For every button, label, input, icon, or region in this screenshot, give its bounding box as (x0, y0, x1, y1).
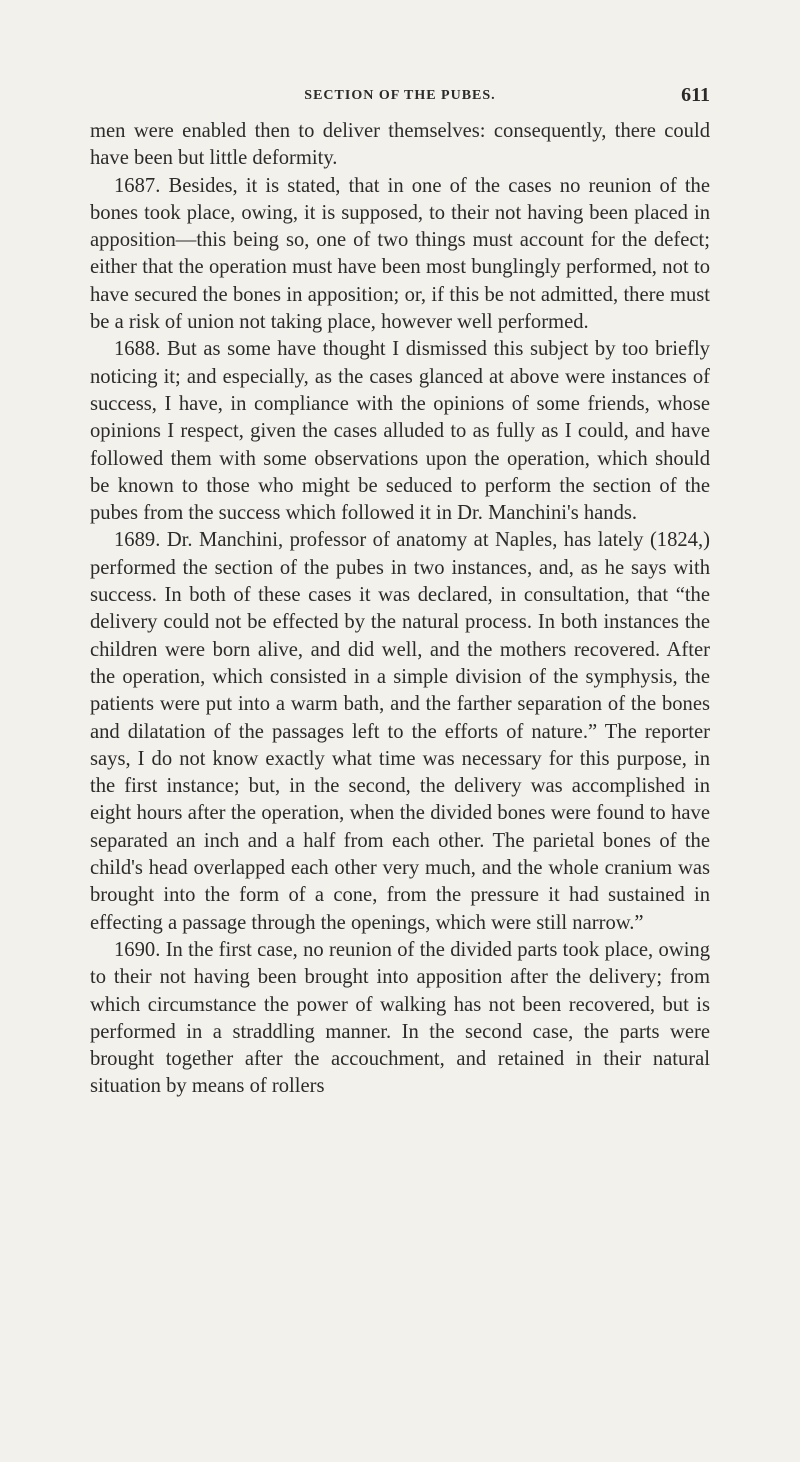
paragraph-text: But as some have thought I dismissed this subject by too briefly noticing it; and especially, as the cases glanced at above were instances of success, I have, in compliance with the opinions of some friends, whose opinions I respect, given the cases alluded to as fully as I could, and have followed them with some observations upon the operation, which should be known to those who might be seduced to perform the section of the pubes from the success which followed it in Dr. Manchini's hands. (90, 338, 710, 525)
paragraph (90, 937, 710, 1101)
paragraph-text: men were enabled then to deliver themselves: consequently, there could have been but little deformity. (90, 120, 710, 170)
paragraph (90, 336, 710, 527)
paragraph-number: 1690. (114, 938, 161, 961)
body-text (90, 118, 710, 1101)
paragraph-text: Dr. Manchini, professor of anatomy at Naples, has lately (1824,) performed the section of the pubes in two instances, and, as he says with success. In both of these cases it was declared, in consultation, that “the delivery could not be effected by the natural process. In both instances the children were born alive, and did well, and the mothers recovered. After the operation, which consisted in a simple division of the symphysis, the patients were put into a warm bath, and the farther separation of the bones and dilatation of the passages left to the efforts of nature.” The reporter says, I do not know exactly what time was necessary for this purpose, in the first instance; but, in the second, the delivery was accomplished in eight hours after the operation, when the divided bones were found to have separated an inch and a half from each other. The parietal bones of the child's head overlapped each other very much, and the whole cranium was brought into the form of a cone, from the pressure it had sustained in effecting a passage through the openings, which were still narrow.” (90, 529, 710, 934)
paragraph (90, 527, 710, 936)
paragraph (90, 173, 710, 337)
paragraph-text: In the first case, no reunion of the divided parts took place, owing to their not having been brought into apposition after the delivery; from which circumstance the power of walking has not been recovered, but is performed in a straddling manner. In the second case, the parts were brought together after the accouchment, and retained in their natural situation by means of rollers (90, 938, 711, 1098)
paragraph (90, 118, 710, 173)
paragraph-number: 1689. (114, 529, 161, 552)
page-number: 611 (681, 84, 710, 106)
paragraph-number: 1687. (114, 174, 161, 197)
paragraph-text: Besides, it is stated, that in one of the cases no reunion of the bones took place, owing, it is supposed, to their not having been placed in apposition—this being so, one of two things must account for the defect; either that the operation must have been most bunglingly performed, not to have secured the bones in apposition; or, if this be not admitted, there must be a risk of union not taking place, however well performed. (90, 174, 710, 334)
page-header (90, 84, 710, 110)
running-head: SECTION OF THE PUBES. (304, 88, 496, 103)
paragraph-number: 1688. (114, 338, 161, 361)
